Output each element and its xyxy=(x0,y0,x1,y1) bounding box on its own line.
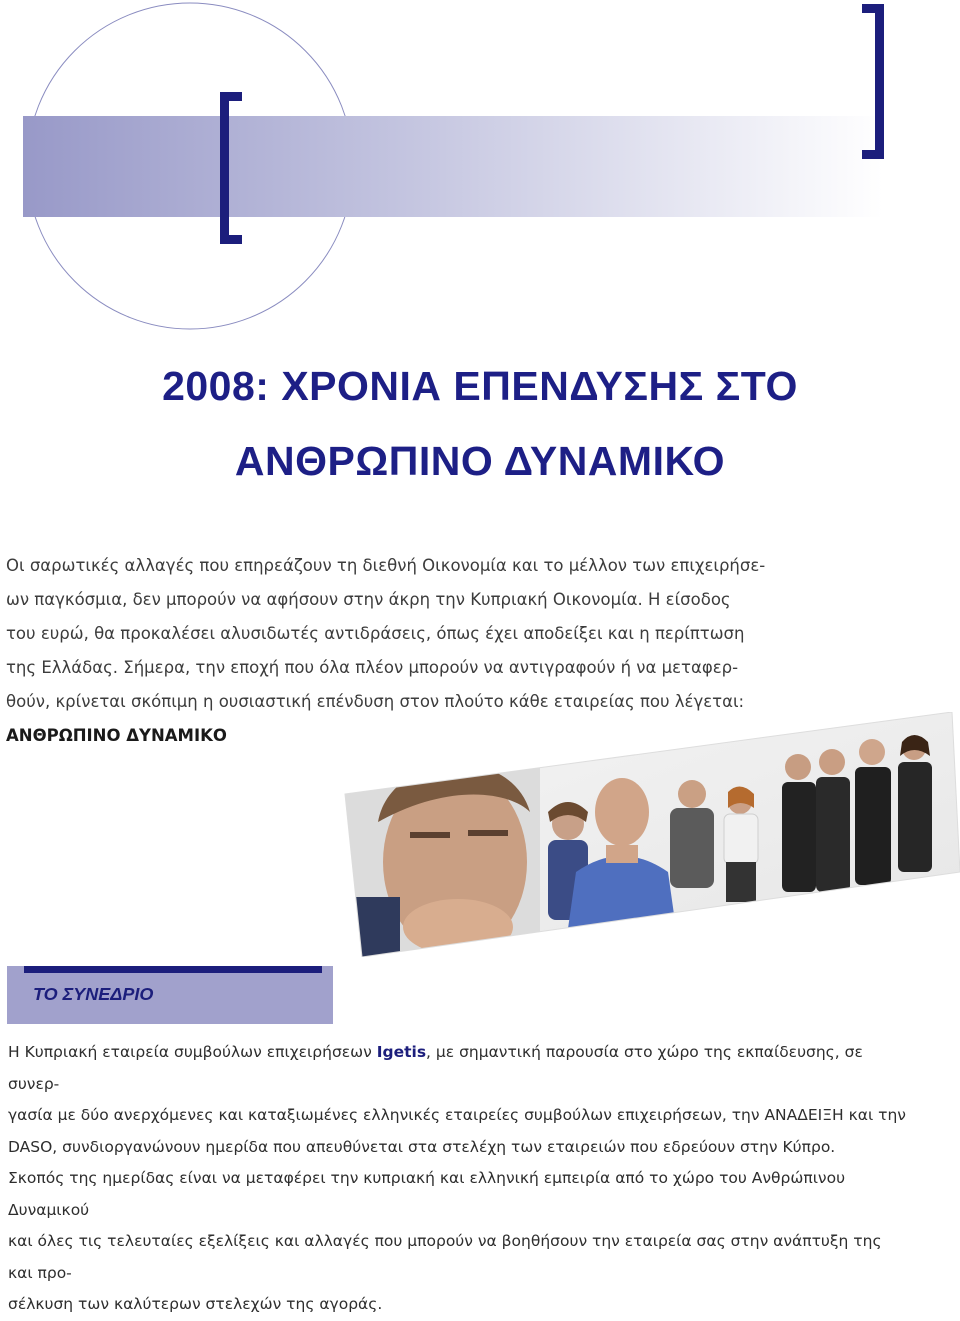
section-title: ΤΟ ΣΥΝΕΔΡΙΟ xyxy=(33,984,154,1004)
intro-line: της Ελλάδας. Σήμερα, την εποχή που όλα πλέον μπορούν να αντιγραφούν ή να μεταφερ- xyxy=(6,658,739,677)
intro-line: θούν, κρίνεται σκόπιμη η ουσιαστική επένδυση στον πλούτο κάθε εταιρείας που λέγεται: xyxy=(6,692,745,711)
intro-line: ων παγκόσμια, δεν μπορούν να αφήσουν στην άκρη την Κυπριακή Οικονομία. Η είσοδος xyxy=(6,590,731,609)
page-title-line-2: ΑΝΘΡΩΠΙΝΟ ΔΥΝΑΜΙΚΟ xyxy=(234,438,726,484)
body-line xyxy=(8,1037,908,1100)
gradient-band xyxy=(23,116,883,217)
intro-line: του ευρώ, θα προκαλέσει αλυσιδωτές αντιδράσεις, όπως έχει αποδείξει και η περίπτωση xyxy=(6,624,745,643)
body-text-segment: Η Κυπριακή εταιρεία συμβούλων επιχειρήσεων xyxy=(8,1043,377,1061)
intro-emphasis: ΑΝΘΡΩΠΙΝΟ ΔΥΝΑΜΙΚΟ xyxy=(6,726,227,745)
header-graphic xyxy=(0,0,960,340)
woman-in-white-figure xyxy=(724,786,758,902)
intro-line: Οι σαρωτικές αλλαγές που επηρεάζουν τη διεθνή Οικονομία και το μέλλον των επιχειρήσε- xyxy=(6,556,766,575)
section-header xyxy=(7,966,333,1024)
body-line: DASO, συνδιοργανώνουν ημερίδα που απευθύνεται στα στελέχη των εταιρειών που εδρεύουν στην Κύπρο. xyxy=(8,1137,836,1156)
body-text-segment: , με σημαντική παρουσία στο χώρο της εκπαίδευσης, σε συνερ- xyxy=(8,1043,863,1093)
body-line: Σκοπός της ημερίδας είναι να μεταφέρει την κυπριακή και ελληνική εμπειρία από το χώρο του Ανθρώπινου Δυναμικού xyxy=(8,1169,846,1219)
body-line: σέλκυση των καλύτερων στελεχών της αγοράς. xyxy=(8,1295,383,1313)
company-name: Igetis xyxy=(376,1043,427,1061)
page-title-line-1: 2008: ΧΡΟΝΙΑ ΕΠΕΝΔΥΣΗΣ ΣΤΟ xyxy=(162,363,798,409)
body-line: και όλες τις τελευταίες εξελίξεις και αλλαγές που μπορούν να βοηθήσουν την εταιρεία σας στην ανάπτυξη της και προ- xyxy=(8,1232,882,1282)
section-accent-bar xyxy=(24,966,322,973)
conference-description xyxy=(8,1037,908,1321)
body-line: γασία με δύο ανερχόμενες και καταξιωμένες ελληνικές εταιρείες συμβούλων επιχειρήσεων, την ΑΝΑΔΕΙΞΗ και την xyxy=(8,1106,906,1124)
business-people-photo xyxy=(340,712,960,957)
